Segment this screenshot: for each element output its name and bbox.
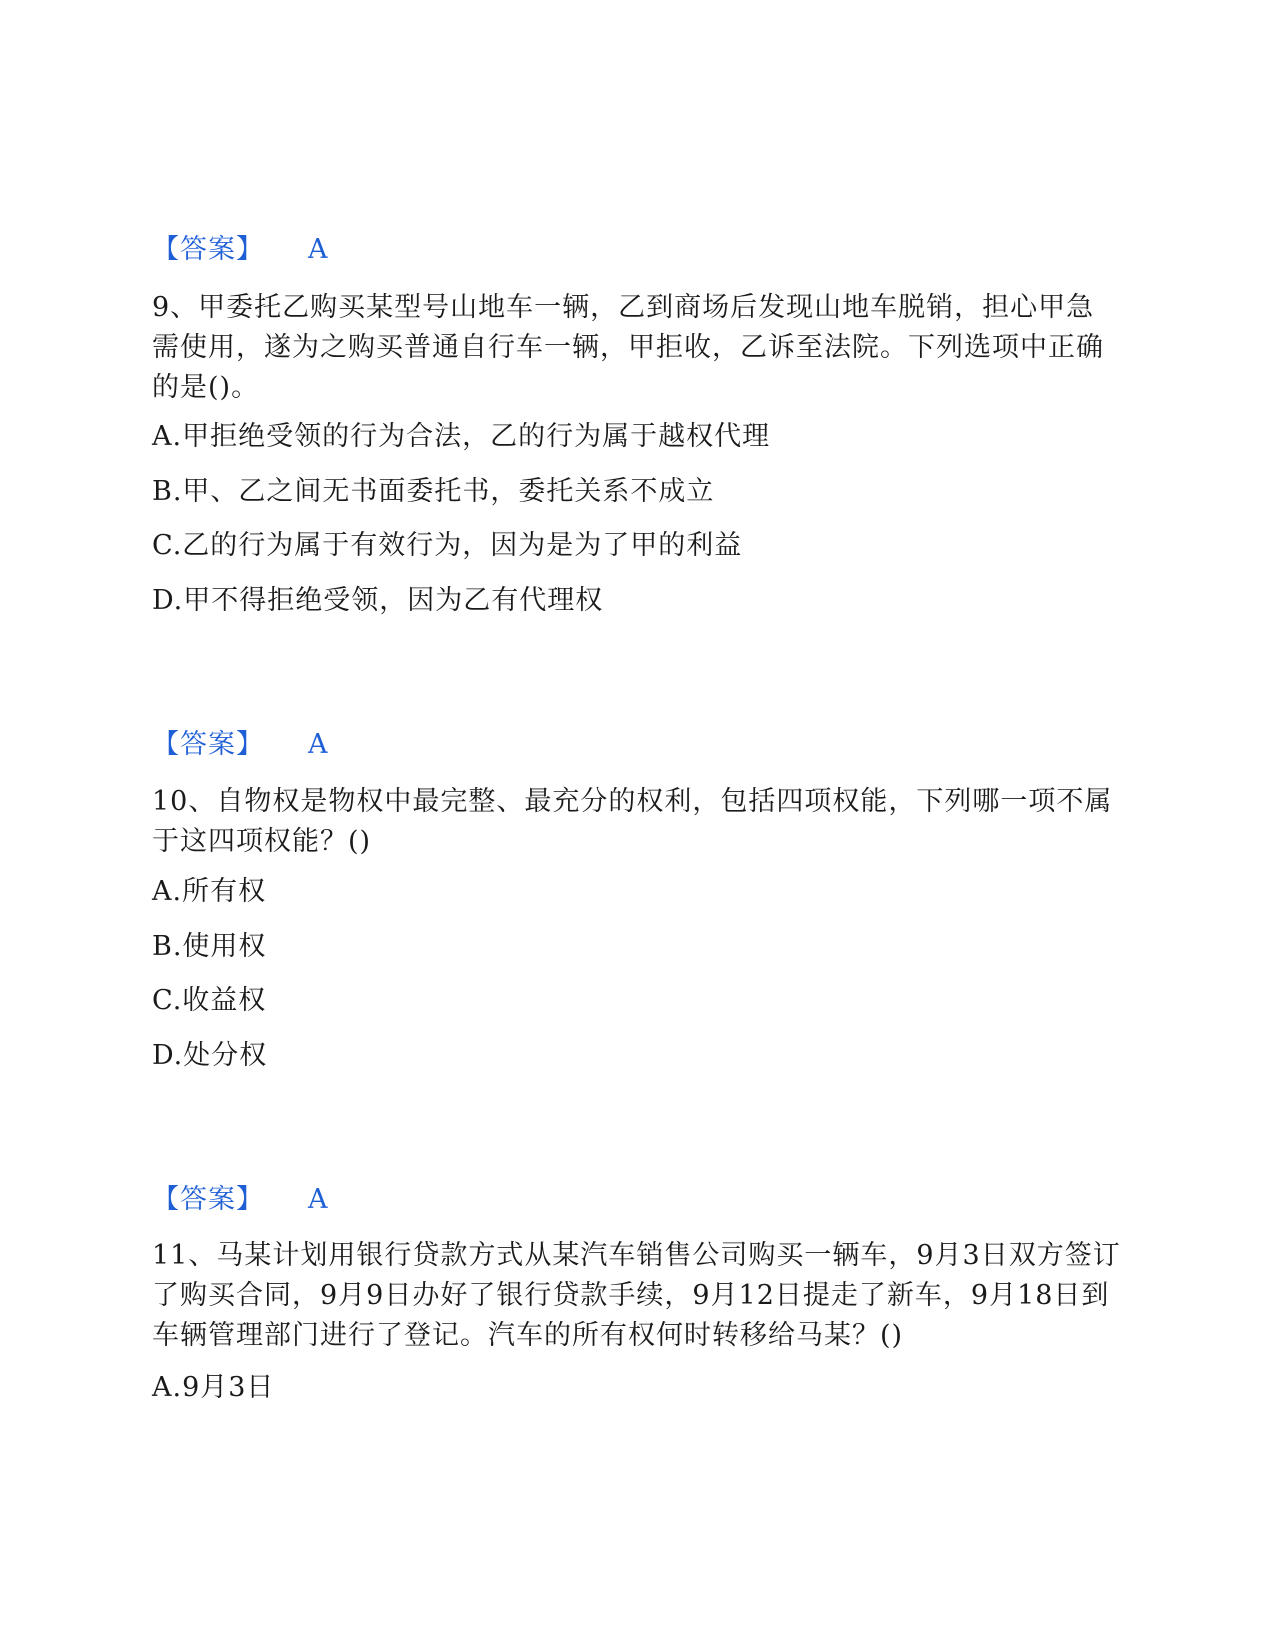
question-11-text: 11、马某计划用银行贷款方式从某汽车销售公司购买一辆车，9月3日双方签订了购买合同，9月9日办好了银行贷款手续，9月12日提走了新车，9月18日到车辆管理部门进行了登记。汽车的所有权何时转移给马某？() bbox=[152, 1240, 1121, 1351]
answer-line bbox=[152, 1182, 328, 1218]
answer-value: A bbox=[308, 729, 328, 760]
question-10-option-d: D.处分权 bbox=[152, 1040, 268, 1071]
question-9-option-a: A.甲拒绝受领的行为合法，乙的行为属于越权代理 bbox=[152, 421, 771, 452]
answer-value: A bbox=[308, 234, 328, 265]
question-9-text: 9、甲委托乙购买某型号山地车一辆，乙到商场后发现山地车脱销，担心甲急需使用，遂为之购买普通自行车一辆，甲拒收，乙诉至法院。下列选项中正确的是()。 bbox=[152, 292, 1104, 403]
answer-label: 【答案】 bbox=[152, 729, 264, 760]
question-9-option-d: D.甲不得拒绝受领，因为乙有代理权 bbox=[152, 585, 604, 616]
answer-label: 【答案】 bbox=[152, 1184, 264, 1215]
answer-line bbox=[152, 727, 328, 763]
question-11-option-a: A.9月3日 bbox=[152, 1372, 275, 1403]
answer-label: 【答案】 bbox=[152, 234, 264, 265]
question-10-option-a: A.所有权 bbox=[152, 876, 267, 907]
question-9-option-b: B.甲、乙之间无书面委托书，委托关系不成立 bbox=[152, 476, 715, 507]
answer-line bbox=[152, 232, 328, 268]
answer-value: A bbox=[308, 1184, 328, 1215]
question-10-option-c: C.收益权 bbox=[152, 985, 267, 1016]
question-10-text: 10、自物权是物权中最完整、最充分的权利，包括四项权能，下列哪一项不属于这四项权能？() bbox=[152, 786, 1113, 857]
question-10-option-b: B.使用权 bbox=[152, 931, 267, 962]
question-9-option-c: C.乙的行为属于有效行为，因为是为了甲的利益 bbox=[152, 530, 743, 561]
